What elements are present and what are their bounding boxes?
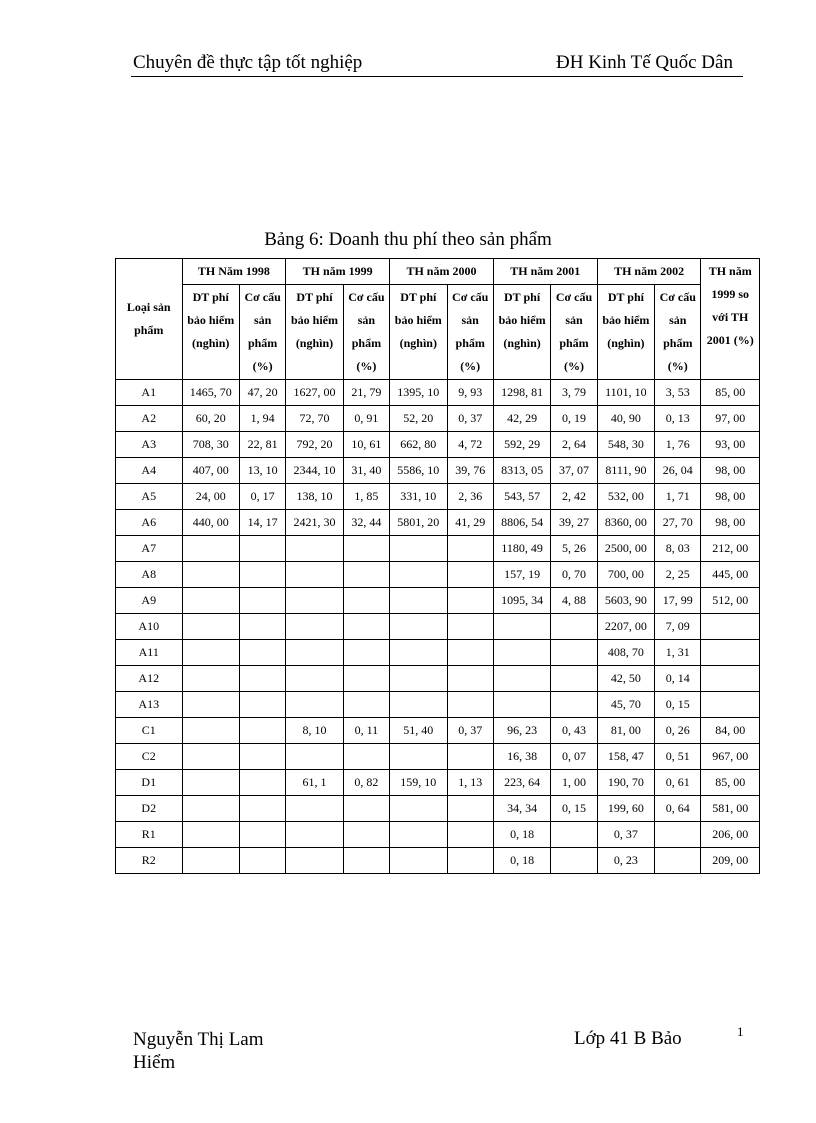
table-cell	[493, 614, 550, 640]
table-cell	[286, 536, 343, 562]
table-cell	[551, 640, 597, 666]
table-cell: 0, 43	[551, 718, 597, 744]
table-cell: 543, 57	[493, 484, 550, 510]
table-cell: 1, 71	[655, 484, 701, 510]
table-cell: 190, 70	[597, 770, 654, 796]
table-cell: 159, 10	[390, 770, 447, 796]
revenue-table	[115, 258, 760, 874]
table-cell: 8360, 00	[597, 510, 654, 536]
table-cell: 1627, 00	[286, 380, 343, 406]
header-right-title: ĐH Kinh Tế Quốc Dân	[556, 52, 733, 73]
table-cell: 39, 76	[447, 458, 493, 484]
table-cell: 0, 37	[447, 406, 493, 432]
table-cell	[390, 822, 447, 848]
table-cell: 0, 23	[597, 848, 654, 874]
row-label: A2	[116, 406, 183, 432]
table-cell: 0, 14	[655, 666, 701, 692]
table-cell	[286, 562, 343, 588]
table-cell: 60, 20	[182, 406, 239, 432]
table-row	[116, 822, 760, 848]
table-cell	[447, 588, 493, 614]
table-cell: 34, 34	[493, 796, 550, 822]
table-cell	[182, 796, 239, 822]
row-label: D1	[116, 770, 183, 796]
table-cell	[286, 640, 343, 666]
dt-subheader: DT phí bảo hiểm (nghìn)	[182, 285, 239, 380]
table-cell	[655, 822, 701, 848]
table-cell: 212, 00	[701, 536, 760, 562]
table-cell: 0, 61	[655, 770, 701, 796]
table-cell	[182, 692, 239, 718]
row-label: A5	[116, 484, 183, 510]
table-cell	[701, 692, 760, 718]
table-cell: 5603, 90	[597, 588, 654, 614]
table-cell: 47, 20	[239, 380, 285, 406]
table-cell: 440, 00	[182, 510, 239, 536]
table-cell: 0, 17	[239, 484, 285, 510]
table-cell: 0, 64	[655, 796, 701, 822]
dt-subheader: DT phí bảo hiểm (nghìn)	[597, 285, 654, 380]
year-header: TH năm 2002	[597, 259, 701, 285]
table-row	[116, 692, 760, 718]
table-cell	[390, 588, 447, 614]
table-row	[116, 484, 760, 510]
table-cell: 408, 70	[597, 640, 654, 666]
table-cell: 1, 85	[343, 484, 389, 510]
table-cell: 0, 26	[655, 718, 701, 744]
table-cell	[447, 614, 493, 640]
table-cell	[239, 822, 285, 848]
table-cell	[343, 796, 389, 822]
table-cell: 138, 10	[286, 484, 343, 510]
table-cell	[447, 822, 493, 848]
table-cell	[390, 692, 447, 718]
table-cell: 81, 00	[597, 718, 654, 744]
table-cell	[182, 744, 239, 770]
table-cell: 331, 10	[390, 484, 447, 510]
table-cell	[390, 640, 447, 666]
table-cell: 8806, 54	[493, 510, 550, 536]
row-label: A13	[116, 692, 183, 718]
table-cell	[701, 666, 760, 692]
table-cell: 1, 94	[239, 406, 285, 432]
table-cell	[447, 692, 493, 718]
table-cell: 10, 61	[343, 432, 389, 458]
table-row	[116, 614, 760, 640]
table-cell: 8111, 90	[597, 458, 654, 484]
table-cell: 0, 37	[447, 718, 493, 744]
row-label: R1	[116, 822, 183, 848]
table-cell: 45, 70	[597, 692, 654, 718]
table-cell	[182, 640, 239, 666]
table-cell	[390, 536, 447, 562]
row-label: A7	[116, 536, 183, 562]
table-cell	[182, 562, 239, 588]
table-cell	[447, 640, 493, 666]
table-cell: 5801, 20	[390, 510, 447, 536]
table-cell: 0, 18	[493, 848, 550, 874]
table-cell	[182, 536, 239, 562]
row-label: R2	[116, 848, 183, 874]
table-cell: 0, 15	[655, 692, 701, 718]
table-cell	[343, 666, 389, 692]
table-cell	[343, 692, 389, 718]
table-cell: 31, 40	[343, 458, 389, 484]
table-cell	[286, 666, 343, 692]
table-cell: 700, 00	[597, 562, 654, 588]
table-caption: Bảng 6: Doanh thu phí theo sản phẩm	[264, 229, 552, 250]
row-label: A10	[116, 614, 183, 640]
row-label: C2	[116, 744, 183, 770]
table-cell: 2, 25	[655, 562, 701, 588]
row-label: A1	[116, 380, 183, 406]
table-cell	[182, 614, 239, 640]
table-cell	[447, 796, 493, 822]
table-cell: 0, 07	[551, 744, 597, 770]
table-row	[116, 536, 760, 562]
table-cell: 7, 09	[655, 614, 701, 640]
row-label: A8	[116, 562, 183, 588]
dt-subheader: DT phí bảo hiểm (nghìn)	[390, 285, 447, 380]
table-cell	[182, 822, 239, 848]
table-cell: 42, 50	[597, 666, 654, 692]
table-cell: 14, 17	[239, 510, 285, 536]
table-row	[116, 510, 760, 536]
table-cell: 84, 00	[701, 718, 760, 744]
table-cell	[447, 848, 493, 874]
table-cell	[239, 744, 285, 770]
table-cell: 1395, 10	[390, 380, 447, 406]
table-row	[116, 432, 760, 458]
table-cell	[343, 744, 389, 770]
table-cell: 42, 29	[493, 406, 550, 432]
table-cell: 512, 00	[701, 588, 760, 614]
dt-subheader: DT phí bảo hiểm (nghìn)	[286, 285, 343, 380]
table-row	[116, 406, 760, 432]
table-cell: 1095, 34	[493, 588, 550, 614]
table-cell	[239, 614, 285, 640]
table-cell: 2344, 10	[286, 458, 343, 484]
table-cell: 1, 76	[655, 432, 701, 458]
table-row	[116, 588, 760, 614]
table-cell: 0, 15	[551, 796, 597, 822]
page-number: 1	[737, 1024, 744, 1039]
table-cell: 445, 00	[701, 562, 760, 588]
header-left-title: Chuyên đề thực tập tốt nghiệp	[133, 52, 363, 73]
table-cell: 2, 36	[447, 484, 493, 510]
table-cell: 51, 40	[390, 718, 447, 744]
table-row	[116, 718, 760, 744]
table-cell: 1, 00	[551, 770, 597, 796]
table-cell: 199, 60	[597, 796, 654, 822]
table-cell	[239, 536, 285, 562]
table-cell	[343, 640, 389, 666]
table-cell: 37, 07	[551, 458, 597, 484]
table-cell: 8, 10	[286, 718, 343, 744]
table-cell	[182, 588, 239, 614]
table-cell	[390, 744, 447, 770]
table-cell: 0, 11	[343, 718, 389, 744]
corner-header: Loại sản phẩm	[116, 259, 183, 380]
year-header: TH năm 2000	[390, 259, 494, 285]
row-label: A11	[116, 640, 183, 666]
table-cell	[182, 666, 239, 692]
table-cell: 98, 00	[701, 484, 760, 510]
table-cell: 0, 18	[493, 822, 550, 848]
table-cell: 157, 19	[493, 562, 550, 588]
year-header: TH năm 1999	[286, 259, 390, 285]
table-cell	[551, 822, 597, 848]
table-cell: 792, 20	[286, 432, 343, 458]
table-cell	[390, 614, 447, 640]
table-cell: 8, 03	[655, 536, 701, 562]
table-cell	[286, 822, 343, 848]
table-row	[116, 380, 760, 406]
table-cell: 9, 93	[447, 380, 493, 406]
table-cell: 2421, 30	[286, 510, 343, 536]
table-cell: 98, 00	[701, 510, 760, 536]
table-cell: 21, 79	[343, 380, 389, 406]
table-cell: 2, 64	[551, 432, 597, 458]
table-cell: 3, 79	[551, 380, 597, 406]
table-cell	[493, 666, 550, 692]
row-label: A9	[116, 588, 183, 614]
table-cell	[239, 666, 285, 692]
table-cell	[286, 744, 343, 770]
table-cell: 532, 00	[597, 484, 654, 510]
table-cell	[239, 796, 285, 822]
table-cell	[655, 848, 701, 874]
table-cell: 3, 53	[655, 380, 701, 406]
table-cell: 223, 64	[493, 770, 550, 796]
table-cell: 17, 99	[655, 588, 701, 614]
table-cell	[551, 614, 597, 640]
table-cell: 662, 80	[390, 432, 447, 458]
table-cell	[390, 796, 447, 822]
table-cell: 209, 00	[701, 848, 760, 874]
table-cell: 93, 00	[701, 432, 760, 458]
table-cell: 407, 00	[182, 458, 239, 484]
table-cell: 158, 47	[597, 744, 654, 770]
table-cell: 1180, 49	[493, 536, 550, 562]
table-cell	[493, 640, 550, 666]
table-cell	[286, 588, 343, 614]
table-cell	[343, 536, 389, 562]
table-cell	[551, 666, 597, 692]
table-cell	[239, 848, 285, 874]
table-cell: 206, 00	[701, 822, 760, 848]
year-header: TH năm 2001	[493, 259, 597, 285]
header-rule	[131, 76, 743, 77]
table-cell: 1101, 10	[597, 380, 654, 406]
table-cell	[447, 562, 493, 588]
table-cell: 16, 38	[493, 744, 550, 770]
table-cell: 97, 00	[701, 406, 760, 432]
row-label: A6	[116, 510, 183, 536]
table-cell: 708, 30	[182, 432, 239, 458]
table-cell	[343, 588, 389, 614]
table-cell: 26, 04	[655, 458, 701, 484]
table-cell	[390, 848, 447, 874]
table-cell: 85, 00	[701, 770, 760, 796]
cc-subheader: Cơ cấu sản phẩm (%)	[343, 285, 389, 380]
table-cell: 1, 13	[447, 770, 493, 796]
table-cell: 96, 23	[493, 718, 550, 744]
comparison-header: TH năm 1999 so với TH 2001 (%)	[701, 259, 760, 380]
table-cell	[343, 614, 389, 640]
table-cell: 98, 00	[701, 458, 760, 484]
table-cell	[390, 562, 447, 588]
table-cell	[182, 770, 239, 796]
table-row	[116, 666, 760, 692]
row-label: A3	[116, 432, 183, 458]
table-cell: 4, 88	[551, 588, 597, 614]
table-cell: 1, 31	[655, 640, 701, 666]
table-cell: 0, 70	[551, 562, 597, 588]
row-label: C1	[116, 718, 183, 744]
table-cell: 967, 00	[701, 744, 760, 770]
table-cell: 0, 51	[655, 744, 701, 770]
table-cell: 27, 70	[655, 510, 701, 536]
table-row	[116, 640, 760, 666]
table-cell: 2, 42	[551, 484, 597, 510]
table-cell: 0, 13	[655, 406, 701, 432]
table-cell	[286, 848, 343, 874]
table-cell	[701, 614, 760, 640]
table-cell: 40, 90	[597, 406, 654, 432]
table-cell: 52, 20	[390, 406, 447, 432]
table-cell: 1465, 70	[182, 380, 239, 406]
cc-subheader: Cơ cấu sản phẩm (%)	[551, 285, 597, 380]
table-cell: 2207, 00	[597, 614, 654, 640]
table-cell: 22, 81	[239, 432, 285, 458]
table-cell	[447, 536, 493, 562]
row-label: A12	[116, 666, 183, 692]
table-cell: 5, 26	[551, 536, 597, 562]
table-cell	[286, 796, 343, 822]
year-header: TH Năm 1998	[182, 259, 286, 285]
footer-class: Lớp 41 B Bảo	[574, 1028, 682, 1049]
table-cell: 0, 82	[343, 770, 389, 796]
table-cell	[343, 822, 389, 848]
table-cell: 13, 10	[239, 458, 285, 484]
table-cell: 41, 29	[447, 510, 493, 536]
table-row	[116, 562, 760, 588]
table-row	[116, 458, 760, 484]
table-cell	[551, 848, 597, 874]
cc-subheader: Cơ cấu sản phẩm (%)	[239, 285, 285, 380]
table-cell: 32, 44	[343, 510, 389, 536]
table-cell: 24, 00	[182, 484, 239, 510]
footer-author: Nguyễn Thị Lam Hiểm	[133, 1029, 264, 1073]
table-cell: 0, 91	[343, 406, 389, 432]
dt-subheader: DT phí bảo hiểm (nghìn)	[493, 285, 550, 380]
table-cell	[182, 718, 239, 744]
table-cell	[239, 562, 285, 588]
table-row	[116, 796, 760, 822]
table-cell	[343, 848, 389, 874]
table-cell	[343, 562, 389, 588]
table-cell: 581, 00	[701, 796, 760, 822]
table-cell: 1298, 81	[493, 380, 550, 406]
table-cell	[447, 666, 493, 692]
table-row	[116, 744, 760, 770]
table-cell	[239, 588, 285, 614]
table-cell	[239, 718, 285, 744]
table-cell	[551, 692, 597, 718]
table-cell	[390, 666, 447, 692]
table-cell: 8313, 05	[493, 458, 550, 484]
table-row	[116, 848, 760, 874]
cc-subheader: Cơ cấu sản phẩm (%)	[655, 285, 701, 380]
table-cell: 4, 72	[447, 432, 493, 458]
table-cell	[447, 744, 493, 770]
table-cell: 61, 1	[286, 770, 343, 796]
table-cell: 85, 00	[701, 380, 760, 406]
table-cell: 72, 70	[286, 406, 343, 432]
table-cell: 2500, 00	[597, 536, 654, 562]
table-cell: 5586, 10	[390, 458, 447, 484]
table-cell	[286, 692, 343, 718]
table-cell	[239, 770, 285, 796]
table-cell	[701, 640, 760, 666]
row-label: A4	[116, 458, 183, 484]
table-cell	[239, 692, 285, 718]
row-label: D2	[116, 796, 183, 822]
table-cell: 39, 27	[551, 510, 597, 536]
table-cell	[239, 640, 285, 666]
table-body	[116, 380, 760, 874]
table-cell: 0, 37	[597, 822, 654, 848]
cc-subheader: Cơ cấu sản phẩm (%)	[447, 285, 493, 380]
table-cell: 0, 19	[551, 406, 597, 432]
table-row	[116, 770, 760, 796]
table-cell: 548, 30	[597, 432, 654, 458]
table-cell	[182, 848, 239, 874]
table-cell	[286, 614, 343, 640]
table-cell: 592, 29	[493, 432, 550, 458]
table-cell	[493, 692, 550, 718]
